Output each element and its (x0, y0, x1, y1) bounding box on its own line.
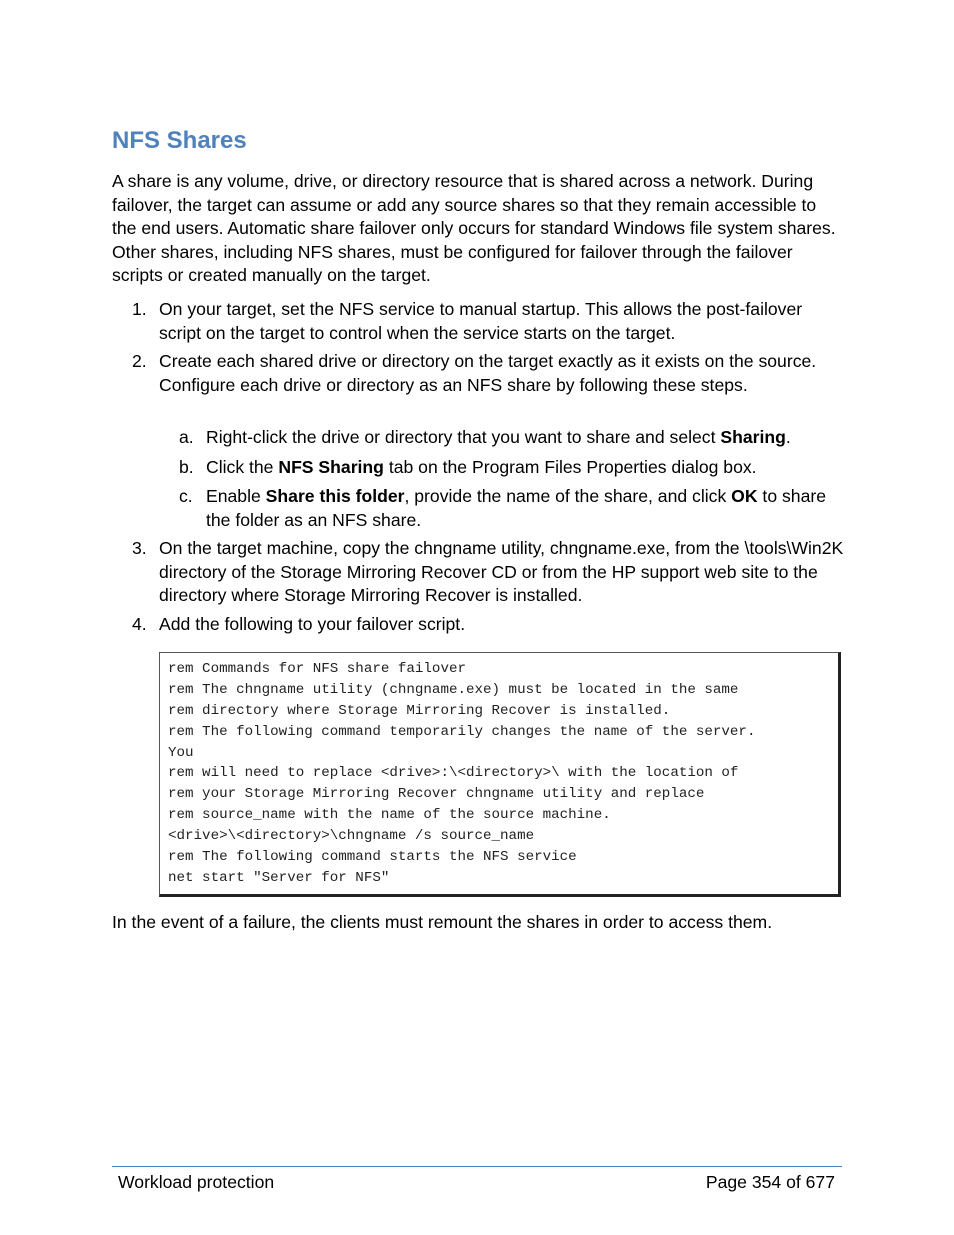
code-line: rem Commands for NFS share failover (168, 661, 466, 677)
code-line: rem The following command temporarily changes the name of the server. (168, 724, 756, 740)
step-number: 1. (132, 299, 147, 319)
code-line: rem source_name with the name of the source machine. (168, 807, 611, 823)
code-line: <drive>\<directory>\chngname /s source_name (168, 828, 535, 844)
substep-letter: b. (179, 457, 194, 477)
step-text: Add the following to your failover script. (159, 614, 466, 634)
code-line: You (168, 745, 194, 761)
footer-page-number: Page 354 of 677 (705, 1172, 835, 1192)
ui-term-ok: OK (731, 486, 758, 506)
code-line: net start "Server for NFS" (168, 870, 390, 886)
page-heading: NFS Shares (112, 127, 247, 154)
step-text: On your target, set the NFS service to manual startup. This allows the post-failover script on the target to control when the service starts on the target. (159, 299, 803, 343)
step-number: 2. (132, 351, 147, 371)
code-line: rem The following command starts the NFS service (168, 849, 577, 865)
closing-paragraph: In the event of a failure, the clients must remount the shares in order to access them. (112, 912, 773, 932)
footer-section-title: Workload protection (118, 1172, 275, 1192)
substep-letter: a. (179, 427, 194, 447)
substep-text: Right-click the drive or directory that you want to share and select Sharing. (206, 427, 791, 447)
code-line: rem The chngname utility (chngname.exe) must be located in the same (168, 682, 739, 698)
ui-term-sharing: Sharing (720, 427, 786, 447)
intro-paragraph: A share is any volume, drive, or directory resource that is shared across a network. During failover, the target can assume or add any source shares so that they remain accessible to the end users. Automatic share failover only occurs for standard Windows file system shares. Other shares, including NFS shares, must be configured for failover through the failover scripts or created manually on the target. (112, 171, 836, 286)
substep-letter: c. (179, 486, 193, 506)
substep-text: Click the NFS Sharing tab on the Program Files Properties dialog box. (206, 457, 757, 477)
ui-term-share-this-folder: Share this folder (265, 486, 405, 506)
footer-divider (112, 1166, 842, 1167)
code-line: rem directory where Storage Mirroring Recover is installed. (168, 703, 671, 719)
ui-term-nfs-sharing: NFS Sharing (278, 457, 384, 477)
code-line: rem will need to replace <drive>:\<directory>\ with the location of (168, 765, 739, 781)
step-number: 4. (132, 614, 147, 634)
step-text: Create each shared drive or directory on the target exactly as it exists on the source. Configure each drive or directory as an NFS share by following these steps. (159, 351, 817, 395)
code-line: rem your Storage Mirroring Recover chngname utility and replace (168, 786, 705, 802)
step-number: 3. (132, 538, 147, 558)
failover-script-code-block (159, 652, 841, 897)
step-text: On the target machine, copy the chngname utility, chngname.exe, from the \tools\Win2K directory of the Storage Mirroring Recover CD or from the HP support web site to the directory where Storage Mirroring Recover is installed. (159, 538, 844, 606)
substep-text: Enable Share this folder, provide the name of the share, and click OK to share the folder as an NFS share. (206, 486, 827, 530)
